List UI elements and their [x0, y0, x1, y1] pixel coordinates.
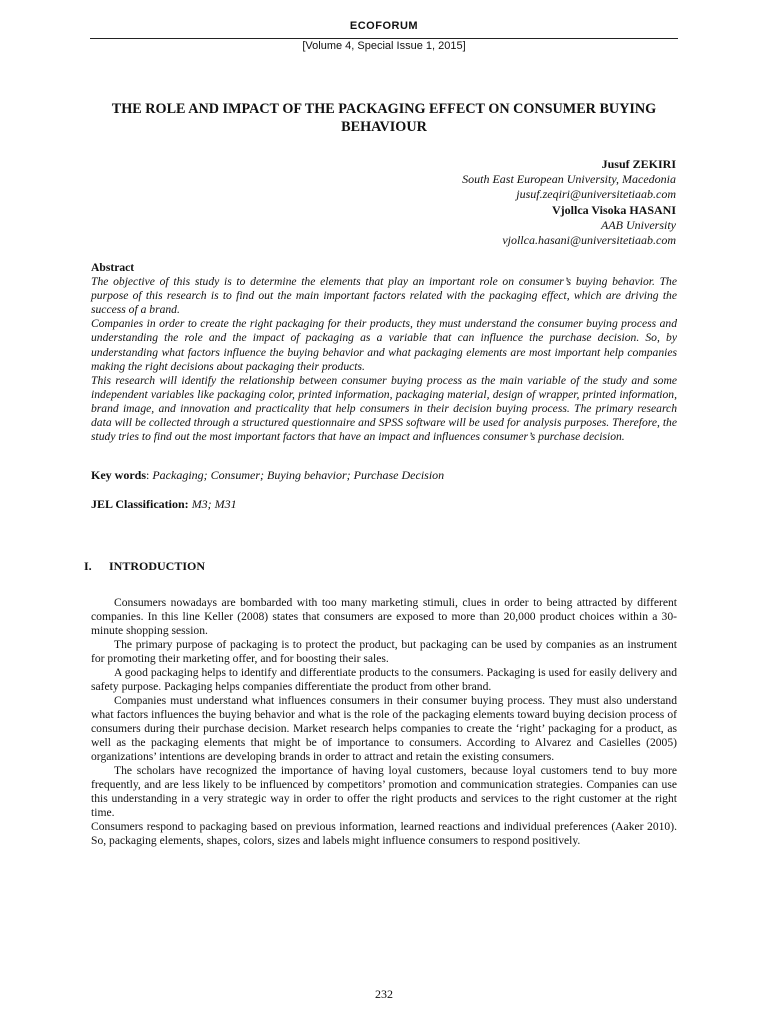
author-name: Vjollca Visoka HASANI	[551, 202, 676, 217]
page-number: 232	[375, 987, 393, 1001]
abstract-paragraph: This research will identify the relationship between consumer buying process as the main variable of the study and some independent variables like packaging color, printed information, packaging material, design of wrapper, printed information, brand image, and innovation and practicality that help consumers in their decision buying process. The primary research data will be collected through a structured questionnaire and SPSS software will be used for analysis purposes. Therefore, the study tries to find out the most important factors that have an impact and influences consumer’s purchase decision.	[91, 373, 677, 444]
intro-paragraph: A good packaging helps to identify and differentiate products to the consumers. Packaging is used for easily delivery and safety purpose. Packaging helps companies differentiate the product from other brand.	[91, 666, 677, 693]
paper-title	[90, 100, 678, 136]
intro-paragraph: The scholars have recognized the importance of having loyal customers, because loyal customers tend to buy more frequently, and are less likely to be influenced by competitors’ promotion and communication strategies. Companies can use this understanding in a very strategic way in order to offer the right products and services to the right customer at the right time.	[91, 764, 677, 819]
abstract-heading: Abstract	[91, 261, 135, 274]
intro-paragraph: Consumers nowadays are bombarded with too many marketing stimuli, clues in order to being attracted by different companies. In this line Keller (2008) states that consumers are exposed to more than 20,000 product choices within a 30-minute shopping session.	[91, 596, 677, 637]
journal-name: ECOFORUM	[349, 20, 419, 32]
author-email[interactable]: vjollca.hasani@universitetiaab.com	[502, 233, 676, 248]
author-name: Jusuf ZEKIRI	[601, 157, 676, 171]
keywords-value: Packaging; Consumer; Buying behavior; Purchase Decision	[152, 468, 445, 482]
header-rule	[90, 38, 678, 39]
volume-info: [Volume 4, Special Issue 1, 2015]	[302, 40, 466, 52]
keywords-label: Key words	[91, 468, 146, 482]
section-number: I.	[84, 559, 92, 573]
section-title: INTRODUCTION	[109, 559, 206, 573]
jel-value: M3; M31	[191, 497, 237, 511]
intro-paragraph: Companies must understand what influences consumers in their consumer buying process. They must also understand what factors influences the buying behavior and what is the role of the packaging elements toward buying decision process of consumers during their purchase decision. Market research helps companies to create the ‘right’ packaging for a product, as well as the packaging elements that might be of importance to consumers. According to Alvarez and Casielles (2005) organizations’ intentions are developing brands in order to attract and retain the existing consumers.	[91, 694, 677, 763]
intro-paragraph: Consumers respond to packaging based on previous information, learned reactions and individual preferences (Aaker 2010). So, packaging elements, shapes, colors, sizes and labels might influence consumers to respond positively.	[91, 820, 677, 847]
paper-title-line-1: THE ROLE AND IMPACT OF THE PACKAGING EFFECT ON CONSUMER BUYING	[111, 101, 657, 117]
author-block	[276, 157, 676, 248]
author-email[interactable]: jusuf.zeqiri@universitetiaab.com	[516, 187, 676, 202]
section-heading	[84, 559, 484, 574]
paper-title-line-2: BEHAVIOUR	[341, 119, 427, 135]
author-affiliation: AAB University	[601, 217, 676, 232]
abstract-paragraph: The objective of this study is to determine the elements that play an important role on consumer’s buying behavior. The purpose of this research is to find out the main important factors related with the packaging effect, which are driving the success of a brand.	[91, 275, 677, 317]
abstract-section	[91, 261, 677, 444]
introduction-body	[91, 596, 677, 848]
abstract-paragraph: Companies in order to create the right packaging for their products, they must understand the consumer buying process and understanding the role and the impact of packaging as a variable that can influence the purchase decision. So, by understanding what factors influence the buying behavior and what packaging elements are most important help companies making the right decisions about packaging their products.	[91, 317, 677, 373]
jel-line	[91, 497, 677, 512]
intro-paragraph: The primary purpose of packaging is to protect the product, but packaging can be used by companies as an instrument for promoting their marketing offer, and for boosting their sales.	[91, 638, 677, 665]
keywords-separator: :	[146, 468, 153, 482]
jel-label: JEL Classification:	[91, 497, 189, 511]
author-affiliation: South East European University, Macedonia	[462, 172, 676, 187]
keywords-line	[91, 468, 677, 483]
